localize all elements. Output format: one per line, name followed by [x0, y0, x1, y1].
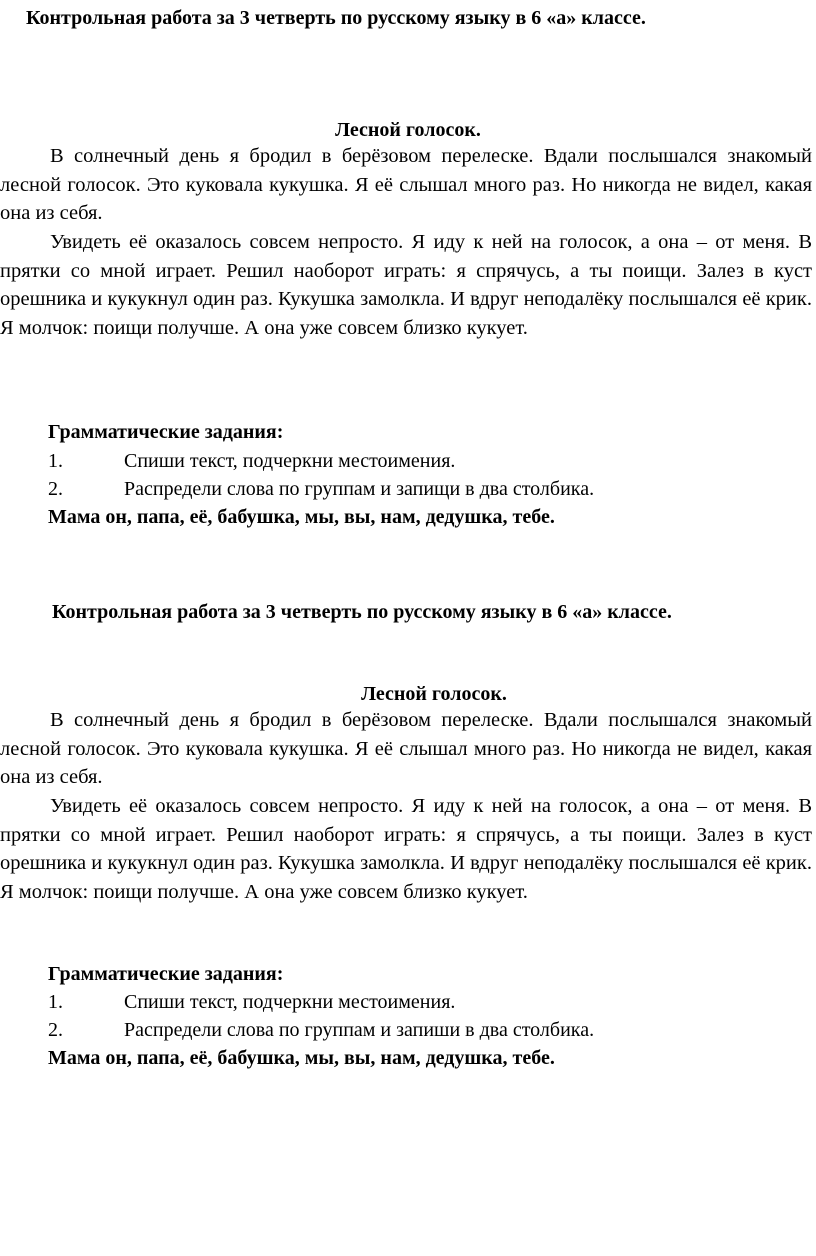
task-number: 2. — [48, 1019, 63, 1041]
worksheet-title: Контрольная работа за 3 четверть по русскому языку в 6 «а» классе. — [52, 601, 672, 623]
story-paragraph-2: Увидеть её оказалось совсем непросто. Я иду к ней на голосок, а она – от меня. В прятки со мной играет. Решил наоборот играть: я спрячусь, а ты поищи. Залез в куст орешника и кукукнул один раз. Кукушка замолкла. И вдруг неподалёку послышался её крик. Я молчок: поищи получше. А она уже совсем близко кукует. — [0, 231, 812, 339]
story-paragraph-2: Увидеть её оказалось совсем непросто. Я иду к ней на голосок, а она – от меня. В прятки со мной играет. Решил наоборот играть: я спрячусь, а ты поищи. Залез в куст орешника и кукукнул один раз. Кукушка замолкла. И вдруг неподалёку послышался её крик. Я молчок: поищи получше. А она уже совсем близко кукует. — [0, 795, 812, 903]
task-item-1 — [48, 449, 455, 473]
task-item-2 — [48, 1018, 594, 1042]
task-item-2 — [48, 477, 594, 501]
task-text: Спиши текст, подчеркни местоимения. — [124, 991, 456, 1013]
word-list: Мама он, папа, её, бабушка, мы, вы, нам, дедушка, тебе. — [48, 506, 555, 528]
story-paragraph-1: В солнечный день я бродил в берёзовом перелеске. Вдали послышался знакомый лесной голосок. Это куковала кукушка. Я её слышал много раз. Но никогда не видел, какая она из себя. — [0, 709, 812, 788]
tasks-heading: Грамматические задания: — [48, 963, 284, 985]
tasks-heading: Грамматические задания: — [48, 421, 284, 443]
word-list: Мама он, папа, её, бабушка, мы, вы, нам, дедушка, тебе. — [48, 1047, 555, 1069]
task-text: Распредели слова по группам и запиши в два столбика. — [124, 1019, 595, 1041]
task-text: Спиши текст, подчеркни местоимения. — [124, 450, 456, 472]
story-title: Лесной голосок. — [361, 683, 507, 705]
task-number: 1. — [48, 991, 63, 1013]
worksheet-title: Контрольная работа за 3 четверть по русскому языку в 6 «а» классе. — [26, 7, 646, 29]
story-title: Лесной голосок. — [335, 119, 481, 141]
task-item-1 — [48, 990, 455, 1014]
task-text: Распредели слова по группам и запищи в два столбика. — [124, 478, 595, 500]
task-number: 2. — [48, 478, 63, 500]
task-number: 1. — [48, 450, 63, 472]
story-paragraph-1: В солнечный день я бродил в берёзовом перелеске. Вдали послышался знакомый лесной голосок. Это куковала кукушка. Я её слышал много раз. Но никогда не видел, какая она из себя. — [0, 145, 812, 224]
